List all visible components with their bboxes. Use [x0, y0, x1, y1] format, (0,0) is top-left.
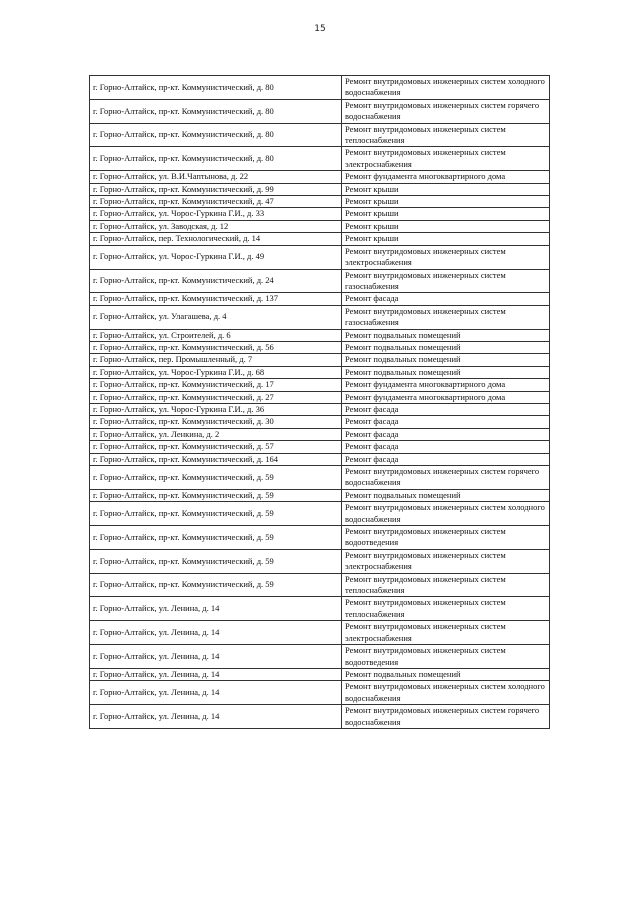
work-type-cell: Ремонт подвальных помещений: [342, 489, 550, 501]
address-cell: г. Горно-Алтайск, ул. Ленина, д. 14: [90, 621, 342, 645]
work-type-cell: Ремонт внутридомовых инженерных систем газоснабжения: [342, 305, 550, 329]
table-row: [90, 549, 550, 573]
address-cell: г. Горно-Алтайск, ул. Ленина, д. 14: [90, 668, 342, 680]
table-row: [90, 269, 550, 293]
table-row: [90, 123, 550, 147]
table-row: [90, 416, 550, 428]
work-type-cell: Ремонт внутридомовых инженерных систем теплоснабжения: [342, 597, 550, 621]
address-cell: г. Горно-Алтайск, пр-кт. Коммунистический, д. 80: [90, 123, 342, 147]
table-row: [90, 171, 550, 183]
address-cell: г. Горно-Алтайск, ул. Чорос-Гуркина Г.И., д. 68: [90, 366, 342, 378]
address-cell: г. Горно-Алтайск, пр-кт. Коммунистический, д. 57: [90, 441, 342, 453]
work-type-cell: Ремонт подвальных помещений: [342, 329, 550, 341]
work-type-cell: Ремонт фундамента многоквартирного дома: [342, 379, 550, 391]
repair-works-table: [89, 75, 550, 729]
address-cell: г. Горно-Алтайск, пер. Промышленный, д. 7: [90, 354, 342, 366]
table-row: [90, 341, 550, 353]
address-cell: г. Горно-Алтайск, пр-кт. Коммунистический, д. 59: [90, 489, 342, 501]
table-row: [90, 428, 550, 440]
work-type-cell: Ремонт внутридомовых инженерных систем холодного водоснабжения: [342, 76, 550, 100]
table-row: [90, 573, 550, 597]
work-type-cell: Ремонт фасада: [342, 416, 550, 428]
table-row: [90, 305, 550, 329]
table-body: [90, 76, 550, 729]
address-cell: г. Горно-Алтайск, ул. Чорос-Гуркина Г.И., д. 33: [90, 208, 342, 220]
address-cell: г. Горно-Алтайск, ул. Ленина, д. 14: [90, 645, 342, 669]
address-cell: г. Горно-Алтайск, пр-кт. Коммунистический, д. 59: [90, 466, 342, 490]
address-cell: г. Горно-Алтайск, пр-кт. Коммунистический, д. 24: [90, 269, 342, 293]
address-cell: г. Горно-Алтайск, пр-кт. Коммунистический, д. 59: [90, 549, 342, 573]
address-cell: г. Горно-Алтайск, пр-кт. Коммунистический, д. 59: [90, 573, 342, 597]
work-type-cell: Ремонт фундамента многоквартирного дома: [342, 171, 550, 183]
table-row: [90, 705, 550, 729]
work-type-cell: Ремонт подвальных помещений: [342, 341, 550, 353]
address-cell: г. Горно-Алтайск, пр-кт. Коммунистический, д. 59: [90, 526, 342, 550]
address-cell: г. Горно-Алтайск, ул. Заводская, д. 12: [90, 220, 342, 232]
page-number: 15: [314, 24, 326, 34]
table-row: [90, 147, 550, 171]
table-row: [90, 366, 550, 378]
table-row: [90, 441, 550, 453]
work-type-cell: Ремонт внутридомовых инженерных систем газоснабжения: [342, 269, 550, 293]
table-row: [90, 645, 550, 669]
table-row: [90, 391, 550, 403]
address-cell: г. Горно-Алтайск, пр-кт. Коммунистический, д. 56: [90, 341, 342, 353]
table-row: [90, 681, 550, 705]
table-row: [90, 208, 550, 220]
table-row: [90, 293, 550, 305]
table-row: [90, 76, 550, 100]
table-row: [90, 668, 550, 680]
address-cell: г. Горно-Алтайск, ул. Строителей, д. 6: [90, 329, 342, 341]
work-type-cell: Ремонт внутридомовых инженерных систем водоотведения: [342, 645, 550, 669]
table-row: [90, 621, 550, 645]
address-cell: г. Горно-Алтайск, ул. Ленина, д. 14: [90, 705, 342, 729]
work-type-cell: Ремонт подвальных помещений: [342, 668, 550, 680]
work-type-cell: Ремонт подвальных помещений: [342, 354, 550, 366]
address-cell: г. Горно-Алтайск, ул. Ленина, д. 14: [90, 597, 342, 621]
work-type-cell: Ремонт внутридомовых инженерных систем электроснабжения: [342, 245, 550, 269]
table-row: [90, 233, 550, 245]
address-cell: г. Горно-Алтайск, ул. Ленина, д. 14: [90, 681, 342, 705]
table-row: [90, 220, 550, 232]
work-type-cell: Ремонт внутридомовых инженерных систем горячего водоснабжения: [342, 705, 550, 729]
work-type-cell: Ремонт крыши: [342, 183, 550, 195]
table-row: [90, 489, 550, 501]
table-row: [90, 466, 550, 490]
work-type-cell: Ремонт внутридомовых инженерных систем теплоснабжения: [342, 573, 550, 597]
table-row: [90, 196, 550, 208]
address-cell: г. Горно-Алтайск, пр-кт. Коммунистический, д. 80: [90, 147, 342, 171]
work-type-cell: Ремонт внутридомовых инженерных систем холодного водоснабжения: [342, 502, 550, 526]
table-row: [90, 354, 550, 366]
table-row: [90, 183, 550, 195]
address-cell: г. Горно-Алтайск, пр-кт. Коммунистический, д. 30: [90, 416, 342, 428]
work-type-cell: Ремонт крыши: [342, 220, 550, 232]
work-type-cell: Ремонт внутридомовых инженерных систем электроснабжения: [342, 621, 550, 645]
address-cell: г. Горно-Алтайск, пр-кт. Коммунистический, д. 80: [90, 99, 342, 123]
work-type-cell: Ремонт фасада: [342, 293, 550, 305]
work-type-cell: Ремонт крыши: [342, 196, 550, 208]
address-cell: г. Горно-Алтайск, ул. Ленкина, д. 2: [90, 428, 342, 440]
work-type-cell: Ремонт фасада: [342, 403, 550, 415]
address-cell: г. Горно-Алтайск, пр-кт. Коммунистический, д. 47: [90, 196, 342, 208]
address-cell: г. Горно-Алтайск, ул. В.И.Чаптынова, д. 22: [90, 171, 342, 183]
work-type-cell: Ремонт фасада: [342, 453, 550, 465]
work-type-cell: Ремонт крыши: [342, 233, 550, 245]
work-type-cell: Ремонт внутридомовых инженерных систем холодного водоснабжения: [342, 681, 550, 705]
address-cell: г. Горно-Алтайск, пр-кт. Коммунистический, д. 17: [90, 379, 342, 391]
work-type-cell: Ремонт фундамента многоквартирного дома: [342, 391, 550, 403]
work-type-cell: Ремонт внутридомовых инженерных систем горячего водоснабжения: [342, 466, 550, 490]
work-type-cell: Ремонт фасада: [342, 441, 550, 453]
table-row: [90, 453, 550, 465]
work-type-cell: Ремонт внутридомовых инженерных систем теплоснабжения: [342, 123, 550, 147]
address-cell: г. Горно-Алтайск, ул. Улагашева, д. 4: [90, 305, 342, 329]
address-cell: г. Горно-Алтайск, пр-кт. Коммунистический, д. 137: [90, 293, 342, 305]
address-cell: г. Горно-Алтайск, пр-кт. Коммунистический, д. 59: [90, 502, 342, 526]
work-type-cell: Ремонт внутридомовых инженерных систем водоотведения: [342, 526, 550, 550]
work-type-cell: Ремонт крыши: [342, 208, 550, 220]
address-cell: г. Горно-Алтайск, пер. Технологический, д. 14: [90, 233, 342, 245]
table-row: [90, 597, 550, 621]
table-row: [90, 245, 550, 269]
work-type-cell: Ремонт внутридомовых инженерных систем горячего водоснабжения: [342, 99, 550, 123]
table-row: [90, 99, 550, 123]
table-row: [90, 502, 550, 526]
table-row: [90, 379, 550, 391]
address-cell: г. Горно-Алтайск, пр-кт. Коммунистический, д. 164: [90, 453, 342, 465]
address-cell: г. Горно-Алтайск, ул. Чорос-Гуркина Г.И., д. 49: [90, 245, 342, 269]
address-cell: г. Горно-Алтайск, пр-кт. Коммунистический, д. 80: [90, 76, 342, 100]
work-type-cell: Ремонт внутридомовых инженерных систем электроснабжения: [342, 147, 550, 171]
address-cell: г. Горно-Алтайск, пр-кт. Коммунистический, д. 99: [90, 183, 342, 195]
address-cell: г. Горно-Алтайск, ул. Чорос-Гуркина Г.И., д. 36: [90, 403, 342, 415]
table-row: [90, 403, 550, 415]
table-row: [90, 329, 550, 341]
work-type-cell: Ремонт подвальных помещений: [342, 366, 550, 378]
address-cell: г. Горно-Алтайск, пр-кт. Коммунистический, д. 27: [90, 391, 342, 403]
work-type-cell: Ремонт внутридомовых инженерных систем электроснабжения: [342, 549, 550, 573]
work-type-cell: Ремонт фасада: [342, 428, 550, 440]
table-row: [90, 526, 550, 550]
